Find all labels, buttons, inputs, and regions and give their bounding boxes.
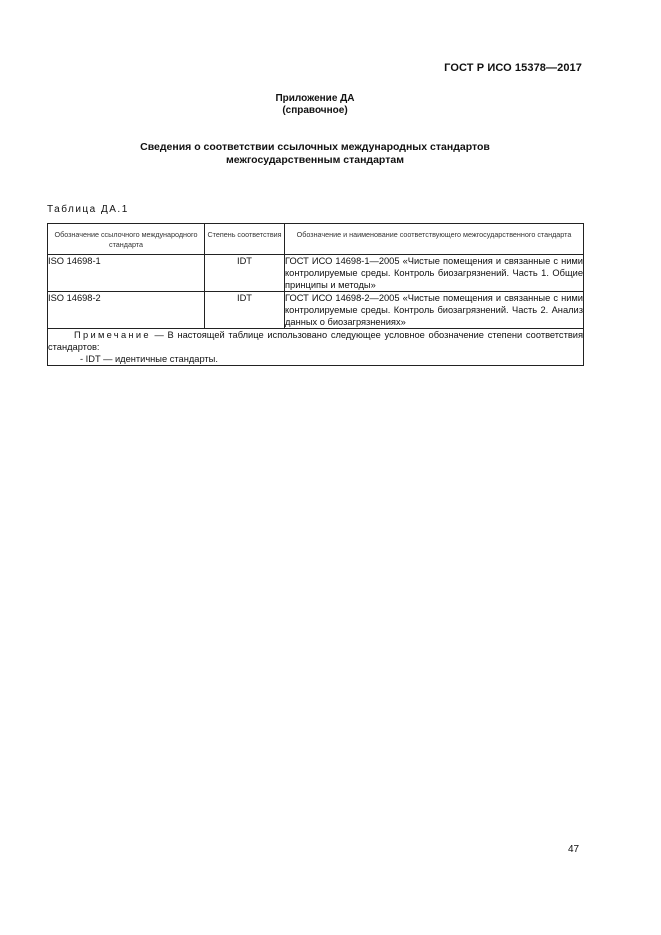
page-title-line-1: Сведения о соответствии ссылочных международных стандартов (140, 141, 490, 153)
page-title-line-2: межгосударственным стандартам (226, 154, 404, 166)
column-header-international-standard: Обозначение ссылочного международного стандарта (48, 224, 205, 255)
table-row (48, 255, 584, 292)
degree-cell: IDT (205, 292, 285, 329)
international-standard-cell: ISO 14698-1 (48, 255, 205, 292)
interstate-standard-cell: ГОСТ ИСО 14698-2—2005 «Чистые помещения и связанные с ними контролируемые среды. Контроль биозагрязнений. Часть 2. Анализ данных о биозагрязнениях» (285, 293, 583, 327)
table-note-row (48, 329, 584, 366)
page-number: 47 (568, 844, 580, 855)
standard-code: ГОСТ Р ИСО 15378—2017 (444, 62, 582, 74)
page-title (0, 141, 630, 167)
international-standard-cell: ISO 14698-2 (48, 292, 205, 329)
table-header-row (48, 224, 584, 255)
column-header-degree: Степень соответствия (205, 224, 285, 255)
table-row (48, 292, 584, 329)
note-label: Примечание (74, 330, 151, 340)
table-caption: Таблица ДА.1 (47, 204, 129, 215)
standards-correspondence-table (47, 223, 584, 366)
annex-title: Приложение ДА (275, 93, 355, 104)
note-item: - IDT — идентичные стандарты. (80, 354, 218, 364)
interstate-standard-cell: ГОСТ ИСО 14698-1—2005 «Чистые помещения и связанные с ними контролируемые среды. Контроль биозагрязнений. Часть 1. Общие принципы и методы» (285, 256, 583, 290)
degree-cell: IDT (205, 255, 285, 292)
annex-subtitle: (справочное) (282, 105, 348, 116)
note-text: — В настоящей таблице использовано следующее условное обозначение степени соответствия стандартов: (48, 330, 583, 352)
column-header-interstate-standard: Обозначение и наименование соответствующего межгосударственного стандарта (285, 224, 584, 255)
annex-heading (0, 93, 630, 117)
table-note (48, 329, 584, 366)
